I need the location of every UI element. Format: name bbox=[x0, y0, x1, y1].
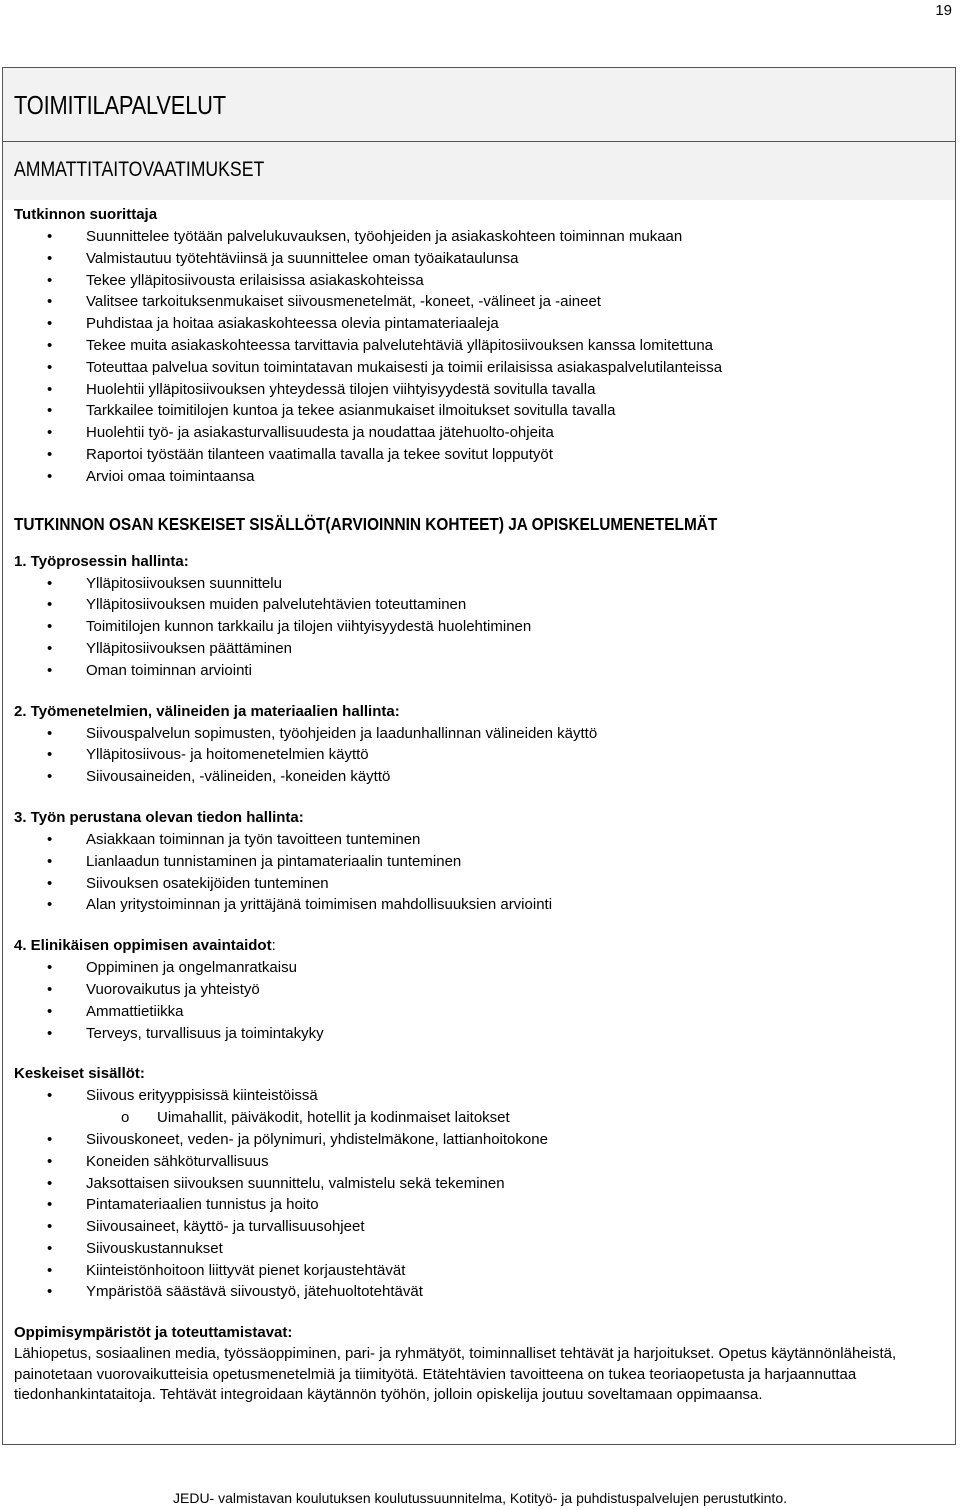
section4-heading-text: 4. Elinikäisen oppimisen avaintaidot bbox=[14, 937, 272, 955]
list-item: • Terveys, turvallisuus ja toimintakyky bbox=[14, 1023, 944, 1045]
subtitle-box bbox=[3, 142, 955, 200]
content-frame bbox=[2, 67, 956, 1445]
key-contents-heading: Keskeiset sisällöt: bbox=[14, 1065, 145, 1083]
list-item: • Asiakkaan toiminnan ja työn tavoitteen tunteminen bbox=[14, 829, 944, 851]
list-item: • Toimitilojen kunnon tarkkailu ja tilojen viihtyisyydestä huolehtiminen bbox=[14, 616, 944, 638]
list-item: • Ammattietiikka bbox=[14, 1001, 944, 1023]
list-item: • Pintamateriaalien tunnistus ja hoito bbox=[14, 1194, 944, 1216]
list-item: • Oppiminen ja ongelmanratkaisu bbox=[14, 957, 944, 979]
list-item: • Suunnittelee työtään palvelukuvauksen, työohjeiden ja asiakaskohteen toiminnan mukaan bbox=[14, 226, 944, 248]
list-item: • Alan yritystoiminnan ja yrittäjänä toimimisen mahdollisuuksien arviointi bbox=[14, 894, 944, 916]
key-contents-list bbox=[14, 1085, 944, 1303]
list-item: • Valitsee tarkoituksenmukaiset siivousmenetelmät, -koneet, -välineet ja -aineet bbox=[14, 291, 944, 313]
list-item: • Ylläpitosiivous- ja hoitomenetelmien käyttö bbox=[14, 744, 944, 766]
list-item: • Puhdistaa ja hoitaa asiakaskohteessa olevia pintamateriaaleja bbox=[14, 313, 944, 335]
list-item: • Siivouskustannukset bbox=[14, 1238, 944, 1260]
section1-heading: 1. Työprosessin hallinta: bbox=[14, 552, 189, 570]
learning-env-text: Lähiopetus, sosiaalinen media, työssäoppiminen, pari- ja ryhmätyöt, toiminnalliset tehtävät ja harjoitukset. Opetus käytännönläheistä, painotetaan vuorovaikutteisia opetusmenetelmiä ja tiimityötä. Etätehtävien tavoitteena on tukea teoriaopetusta ja harjaannuttaa tiedonhankintataitoja. Tehtävät integroidaan käytännön työhön, jolloin opiskelija joutuu soveltamaan oppimaansa. bbox=[14, 1345, 897, 1404]
content bbox=[14, 204, 944, 1406]
section2-list bbox=[14, 723, 944, 788]
page-number: 19 bbox=[935, 2, 952, 19]
list-item: • Ylläpitosiivouksen päättäminen bbox=[14, 638, 944, 660]
list-item: • Huolehtii ylläpitosiivouksen yhteydessä tilojen viihtyisyydestä sovitulla tavalla bbox=[14, 379, 944, 401]
section3-list bbox=[14, 829, 944, 916]
list-item: • Lianlaadun tunnistaminen ja pintamateriaalin tunteminen bbox=[14, 851, 944, 873]
list-item: • Tekee ylläpitosiivousta erilaisissa asiakaskohteissa bbox=[14, 270, 944, 292]
section3-heading: 3. Työn perustana olevan tiedon hallinta: bbox=[14, 808, 304, 826]
list-item: • Tarkkailee toimitilojen kuntoa ja tekee asianmukaiset ilmoitukset sovitulla tavalla bbox=[14, 400, 944, 422]
list-item: • Tekee muita asiakaskohteessa tarvittavia palvelutehtäviä ylläpitosiivouksen kanssa lomitettuna bbox=[14, 335, 944, 357]
list-item: • Koneiden sähköturvallisuus bbox=[14, 1151, 944, 1173]
list-subitem: o Uimahallit, päiväkodit, hotellit ja kodinmaiset laitokset bbox=[14, 1107, 944, 1129]
list-item: • Siivouspalvelun sopimusten, työohjeiden ja laadunhallinnan välineiden käyttö bbox=[14, 723, 944, 745]
list-item: • Siivousaineet, käyttö- ja turvallisuusohjeet bbox=[14, 1216, 944, 1238]
core-contents-heading: TUTKINNON OSAN KESKEISET SISÄLLÖT(ARVIOINNIN KOHTEET) JA OPISKELUMENETELMÄT bbox=[14, 513, 718, 534]
section4-list bbox=[14, 957, 944, 1044]
page-title: TOIMITILAPALVELUT bbox=[14, 90, 226, 120]
list-item: • Kiinteistönhoitoon liittyvät pienet korjaustehtävät bbox=[14, 1260, 944, 1282]
list-item: • Ylläpitosiivouksen suunnittelu bbox=[14, 573, 944, 595]
list-item: • Arvioi omaa toimintaansa bbox=[14, 466, 944, 488]
section2-heading: 2. Työmenetelmien, välineiden ja materiaalien hallinta: bbox=[14, 702, 400, 720]
list-item: • Ympäristöä säästävä siivoustyö, jätehuoltotehtävät bbox=[14, 1281, 944, 1303]
list-item: • Siivous erityyppisissä kiinteistöissä bbox=[14, 1085, 944, 1107]
list-item: • Ylläpitosiivouksen muiden palvelutehtävien toteuttaminen bbox=[14, 594, 944, 616]
performer-heading: Tutkinnon suorittaja bbox=[14, 206, 158, 223]
list-item: • Toteuttaa palvelua sovitun toimintatavan mukaisesti ja toimii erilaisissa asiakaspalvelutilanteissa bbox=[14, 357, 944, 379]
performer-list bbox=[14, 226, 944, 488]
page-subtitle: AMMATTITAITOVAATIMUKSET bbox=[14, 158, 265, 181]
list-item: • Valmistautuu työtehtäviinsä ja suunnittelee oman työaikataulunsa bbox=[14, 248, 944, 270]
page-footer: JEDU- valmistavan koulutuksen koulutussuunnitelma, Kotityö- ja puhdistuspalvelujen perustutkinto. bbox=[173, 1490, 787, 1506]
list-item: • Siivouksen osatekijöiden tunteminen bbox=[14, 873, 944, 895]
list-item: • Siivouskoneet, veden- ja pölynimuri, yhdistelmäkone, lattianhoitokone bbox=[14, 1129, 944, 1151]
list-item: • Huolehtii työ- ja asiakasturvallisuudesta ja noudattaa jätehuolto-ohjeita bbox=[14, 422, 944, 444]
list-item: • Raportoi työstään tilanteen vaatimalla tavalla ja tekee sovitut lopputyöt bbox=[14, 444, 944, 466]
title-box bbox=[3, 68, 955, 142]
list-item: • Jaksottaisen siivouksen suunnittelu, valmistelu sekä tekeminen bbox=[14, 1173, 944, 1195]
list-item: • Siivousaineiden, -välineiden, -koneiden käyttö bbox=[14, 766, 944, 788]
list-item: • Oman toiminnan arviointi bbox=[14, 660, 944, 682]
list-item: • Vuorovaikutus ja yhteistyö bbox=[14, 979, 944, 1001]
section1-list bbox=[14, 573, 944, 682]
learning-env-heading: Oppimisympäristöt ja toteuttamistavat: bbox=[14, 1324, 293, 1342]
section4-heading-colon: : bbox=[271, 937, 276, 955]
section4-heading bbox=[14, 935, 944, 957]
